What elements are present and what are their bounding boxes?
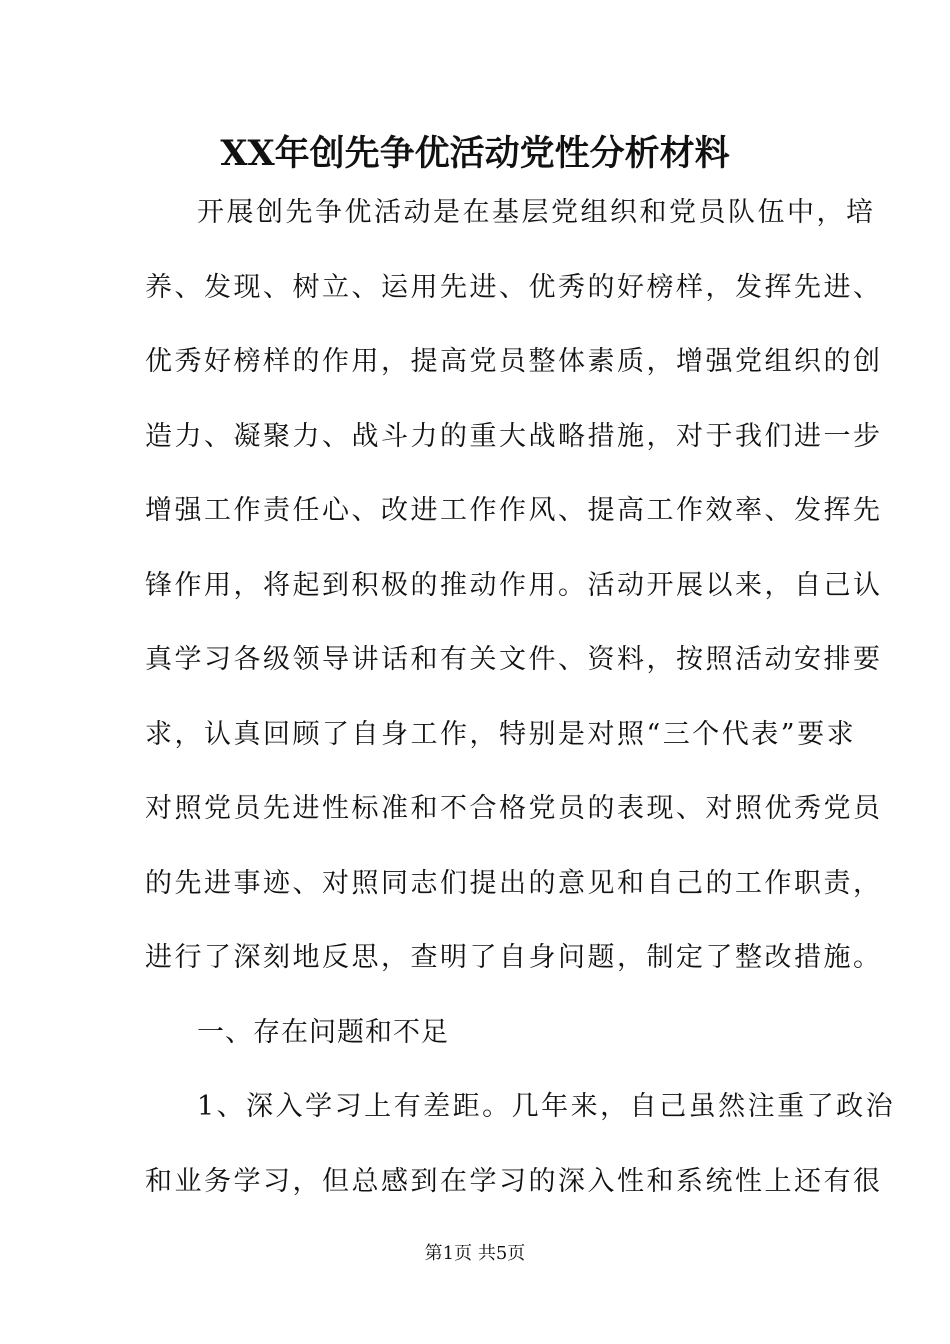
paragraph-line: 造力、凝聚力、战斗力的重大战略措施，对于我们进一步 [145,420,883,452]
paragraph-line: 1、深入学习上有差距。几年来，自己虽然注重了政治 [197,1091,896,1122]
paragraph-line: 求，认真回顾了自身工作，特别是对照“三个代表”要求 [145,718,857,750]
paragraph-line: 的先进事迹、对照同志们提出的意见和自己的工作职责， [145,867,883,899]
paragraph-line: 锋作用，将起到积极的推动作用。活动开展以来，自己认 [145,569,883,601]
paragraph-line: 进行了深刻地反思，查明了自身问题，制定了整改措施。 [145,942,883,973]
paragraph-line: 养、发现、树立、运用先进、优秀的好榜样，发挥先进、 [145,271,883,303]
document-title: XX年创先争优活动党性分析材料 [220,133,730,174]
paragraph-line: 增强工作责任心、改进工作作风、提高工作效率、发挥先 [145,495,883,526]
paragraph-line: 优秀好榜样的作用，提高党员整体素质，增强党组织的创 [145,346,883,377]
paragraph-line: 对照党员先进性标准和不合格党员的表现、对照优秀党员 [145,793,883,824]
paragraph-line: 开展创先争优活动是在基层党组织和党员队伍中，培 [197,197,876,228]
page-footer: 第1页 共5页 [424,1243,526,1264]
section-heading: 一、存在问题和不足 [197,1016,449,1048]
paragraph-line: 真学习各级领导讲话和有关文件、资料，按照活动安排要 [145,644,883,675]
document-body [145,176,896,1219]
paragraph-line: 和业务学习，但总感到在学习的深入性和系统性上还有很 [145,1165,883,1197]
